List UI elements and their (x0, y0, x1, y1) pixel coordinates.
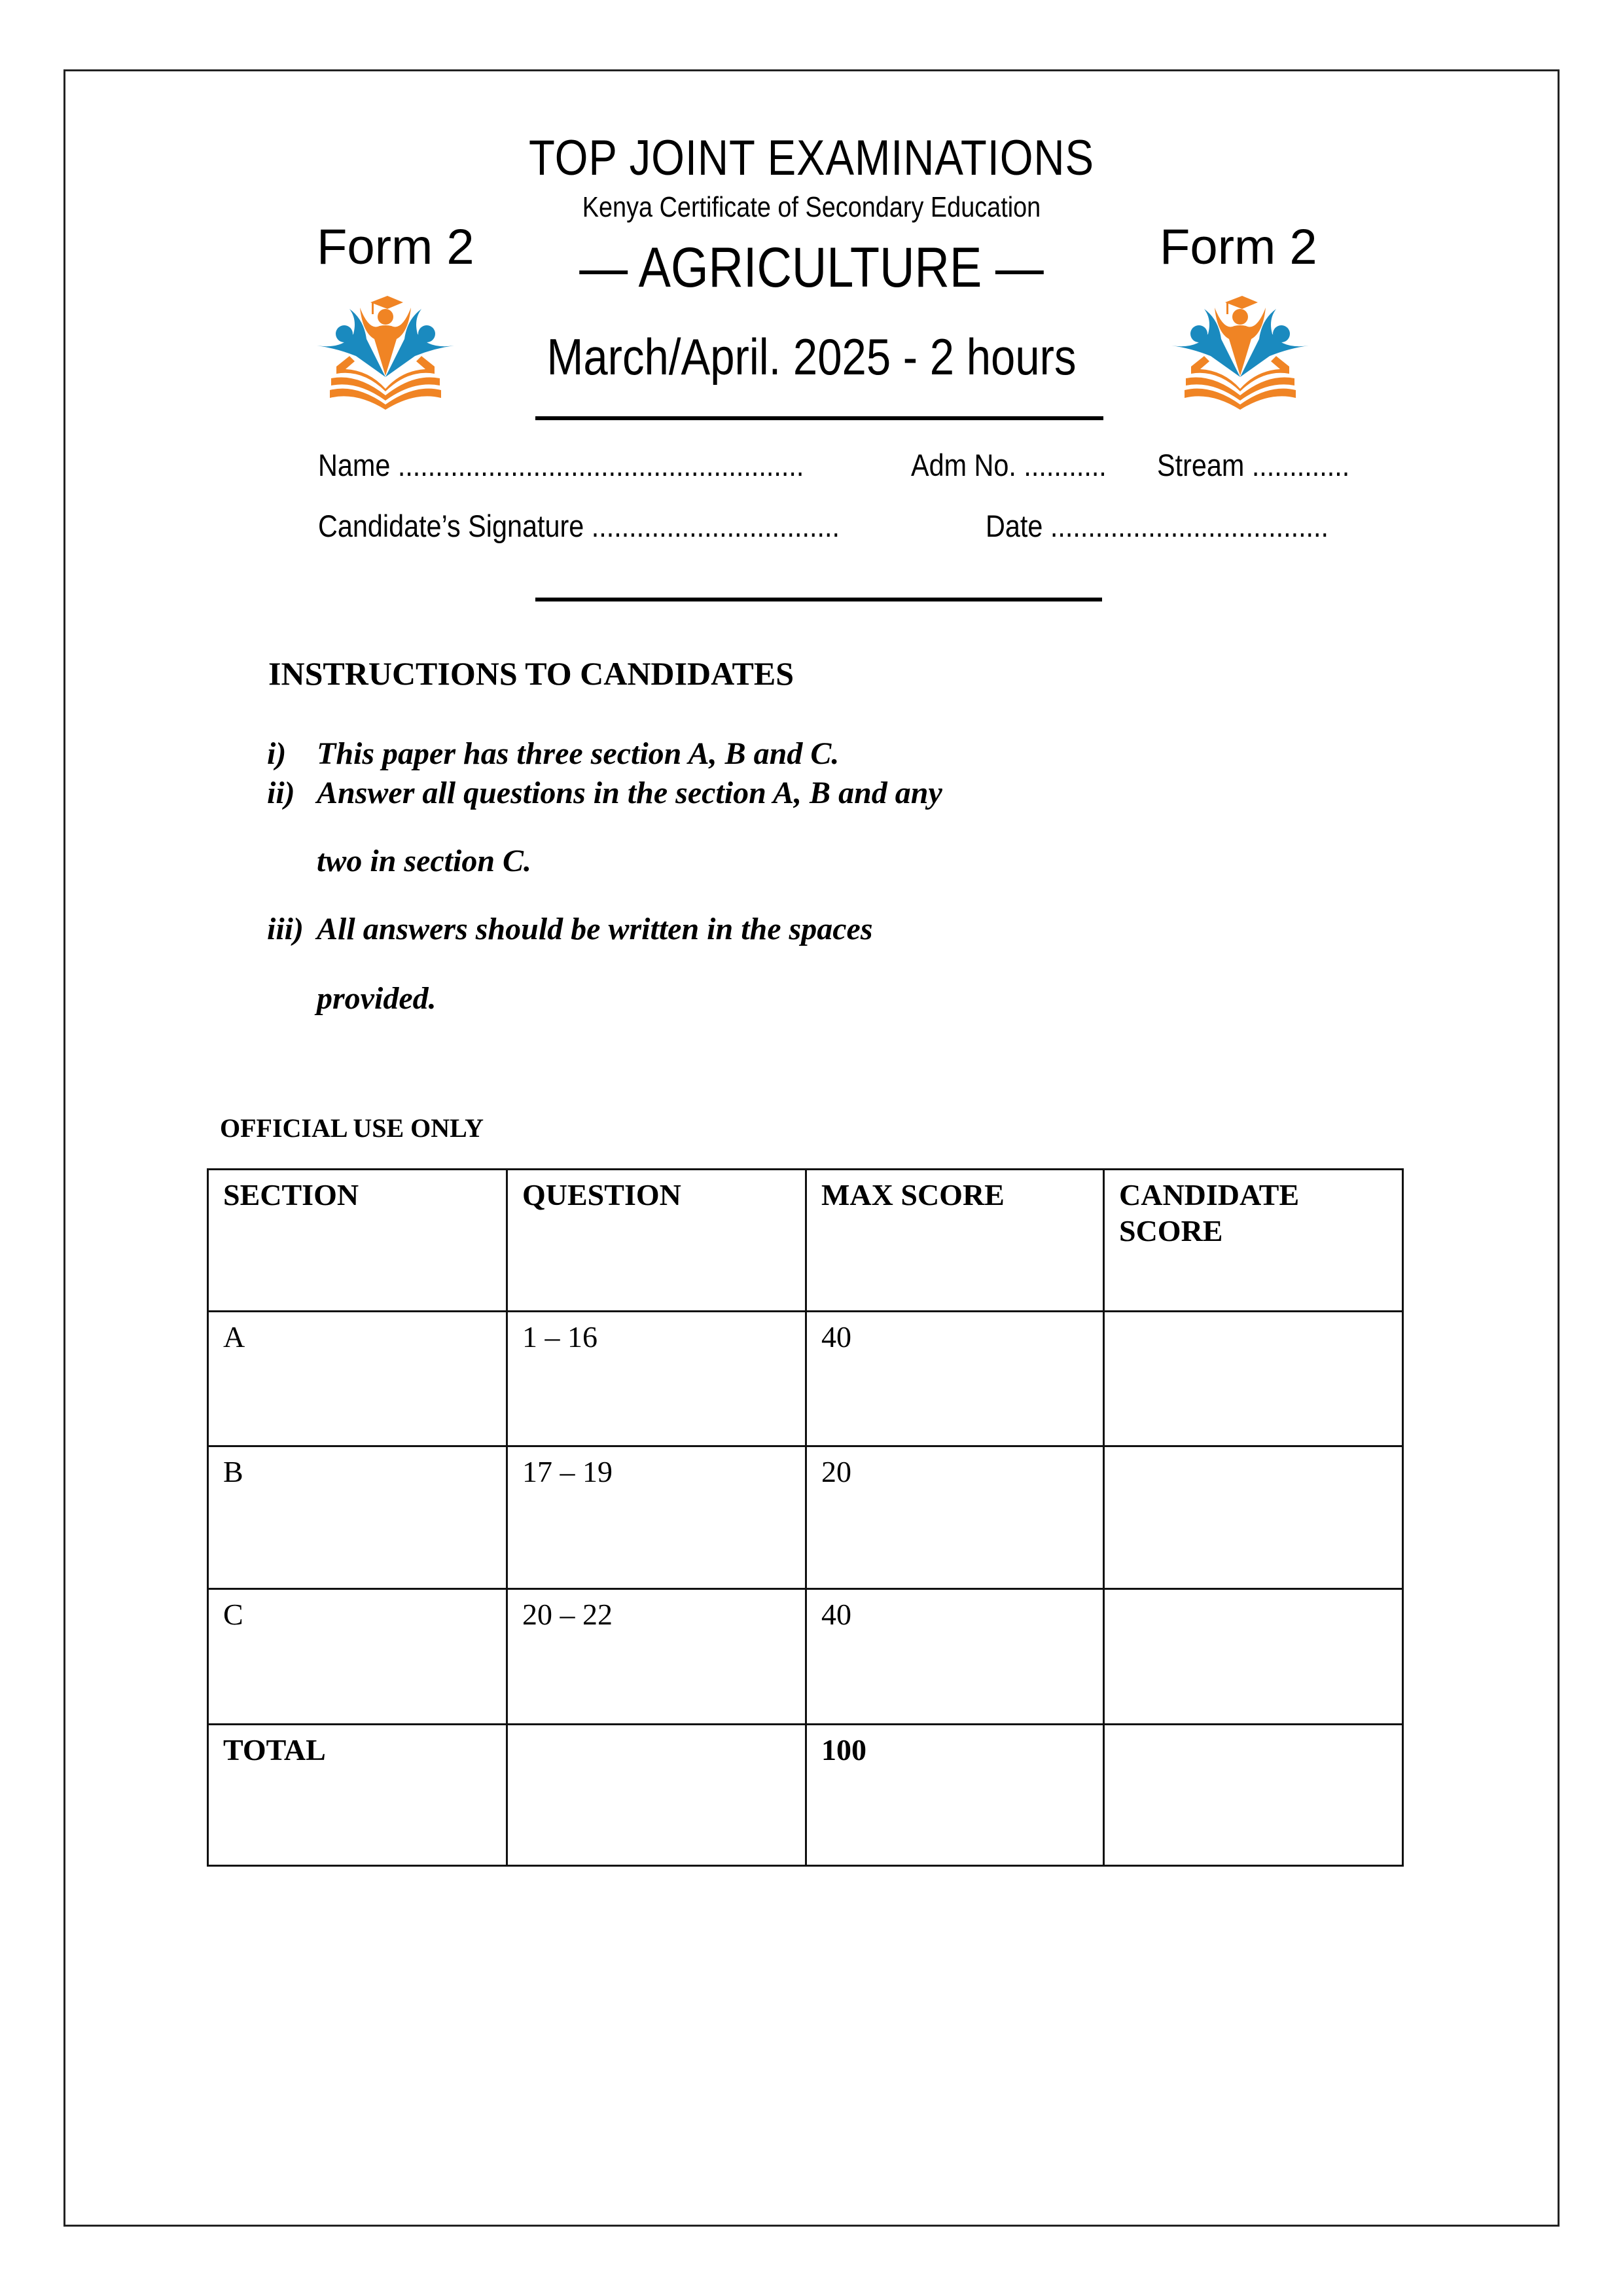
table-row (208, 1312, 1403, 1446)
graduates-open-book-logo-icon (1171, 293, 1309, 410)
instruction-text-continued: provided. (317, 981, 437, 1016)
signature-label: Candidate’s Signature (318, 509, 584, 543)
cell-question: 20 – 22 (507, 1589, 806, 1725)
date-label: Date (986, 509, 1043, 543)
name-label: Name (318, 448, 391, 482)
cell-max-score: 20 (806, 1446, 1104, 1589)
signature-blank[interactable]: ................................. (591, 509, 840, 543)
header-candidate-score-line2: SCORE (1119, 1214, 1223, 1247)
instruction-number: i) (267, 736, 287, 771)
cell-candidate-score[interactable] (1104, 1589, 1403, 1725)
stream-field[interactable] (1157, 447, 1349, 483)
cell-candidate-score[interactable] (1104, 1312, 1403, 1446)
cell-question: 17 – 19 (507, 1446, 806, 1589)
official-use-label: OFFICIAL USE ONLY (220, 1113, 484, 1143)
signature-field[interactable] (318, 508, 840, 544)
cell-section: C (208, 1589, 507, 1725)
page-border (63, 69, 1560, 2227)
date-field[interactable] (986, 508, 1329, 544)
header-question: QUESTION (507, 1170, 806, 1312)
cell-question: 1 – 16 (507, 1312, 806, 1446)
table-total-row (208, 1725, 1403, 1866)
header-section: SECTION (208, 1170, 507, 1312)
cell-total-max-score: 100 (806, 1725, 1104, 1866)
cell-total-label: TOTAL (208, 1725, 507, 1866)
cell-total-candidate-score[interactable] (1104, 1725, 1403, 1866)
cell-section: A (208, 1312, 507, 1446)
subject-title: — AGRICULTURE — (579, 236, 1044, 299)
header-candidate-score (1104, 1170, 1403, 1312)
table-row (208, 1446, 1403, 1589)
stream-label: Stream (1157, 448, 1245, 482)
cell-candidate-score[interactable] (1104, 1446, 1403, 1589)
score-table (207, 1168, 1404, 1867)
name-blank[interactable]: ...................................................... (397, 448, 804, 482)
table-header-row (208, 1170, 1403, 1312)
graduates-open-book-logo-icon (317, 293, 454, 410)
header-max-score: MAX SCORE (806, 1170, 1104, 1312)
cell-max-score: 40 (806, 1589, 1104, 1725)
table-row (208, 1589, 1403, 1725)
adm-no-label: Adm No. (911, 448, 1016, 482)
instruction-number: iii) (267, 912, 304, 946)
exam-date-duration: March/April. 2025 - 2 hours (546, 328, 1077, 386)
adm-no-blank[interactable]: ........... (1024, 448, 1107, 482)
stream-blank[interactable]: ............. (1251, 448, 1350, 482)
instruction-text: Answer all questions in the section A, B and any (317, 776, 942, 810)
cell-question (507, 1725, 806, 1866)
header-candidate-score-line1: CANDIDATE (1119, 1178, 1300, 1211)
instruction-text-continued: two in section C. (317, 844, 532, 878)
instructions-heading: INSTRUCTIONS TO CANDIDATES (268, 655, 794, 692)
instruction-number: ii) (267, 776, 295, 810)
instruction-text: All answers should be written in the spaces (317, 912, 873, 946)
exam-subtitle: Kenya Certificate of Secondary Education (582, 191, 1041, 223)
header-divider-bottom (535, 598, 1102, 601)
form-label-left: Form 2 (317, 219, 474, 275)
cell-section: B (208, 1446, 507, 1589)
date-blank[interactable]: ..................................... (1050, 509, 1329, 543)
instruction-text: This paper has three section A, B and C. (317, 736, 840, 771)
name-field[interactable] (318, 447, 804, 483)
cell-max-score: 40 (806, 1312, 1104, 1446)
adm-no-field[interactable] (911, 447, 1107, 483)
form-label-right: Form 2 (1160, 219, 1317, 275)
header-divider-top (535, 416, 1103, 420)
exam-title: TOP JOINT EXAMINATIONS (529, 130, 1094, 186)
